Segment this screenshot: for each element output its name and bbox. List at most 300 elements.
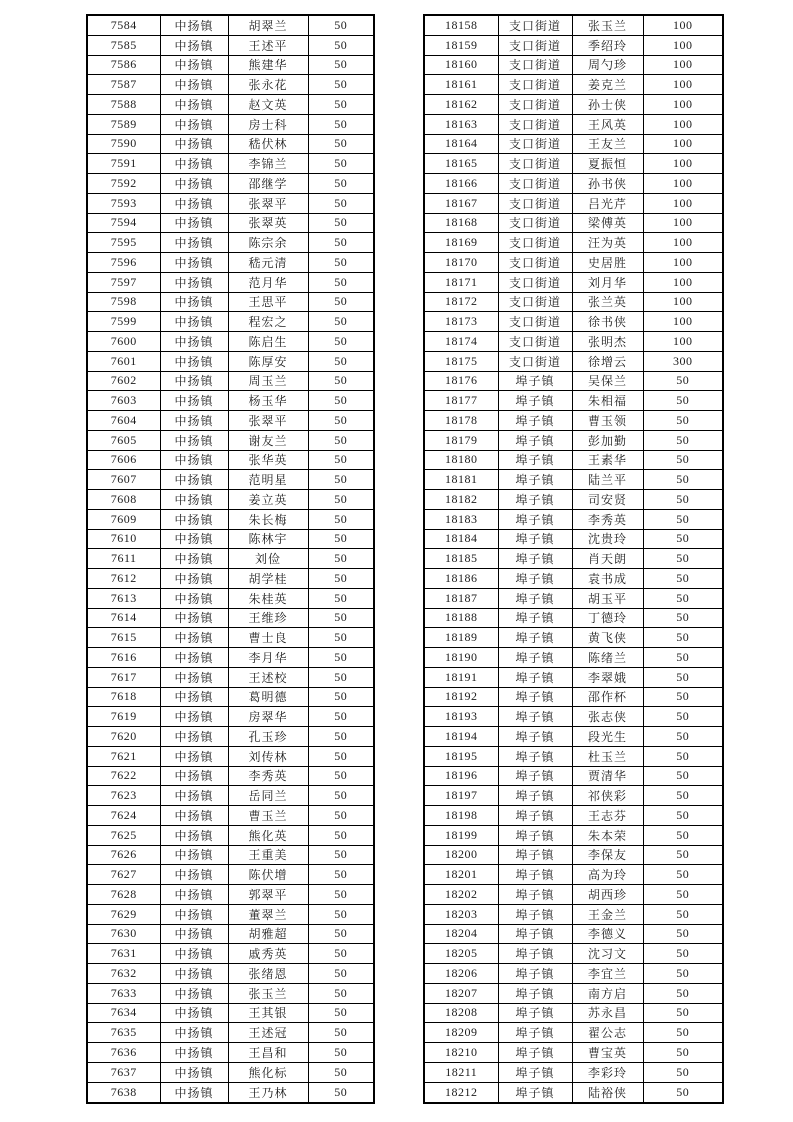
cell-district: 中扬镇 (160, 885, 228, 905)
cell-id: 7600 (87, 332, 160, 352)
table-row (87, 667, 374, 687)
cell-amount: 50 (308, 114, 374, 134)
cell-person: 高为玲 (572, 865, 643, 885)
cell-district: 中扬镇 (160, 174, 228, 194)
cell-person: 陈厚安 (228, 351, 308, 371)
table-row (87, 450, 374, 470)
cell-person: 王重美 (228, 845, 308, 865)
cell-id: 18176 (424, 371, 498, 391)
cell-person: 陈绪兰 (572, 648, 643, 668)
cell-amount: 50 (643, 865, 723, 885)
cell-district: 中扬镇 (160, 865, 228, 885)
cell-person: 吕光芹 (572, 193, 643, 213)
table-row (87, 332, 374, 352)
roster-table-left (86, 14, 375, 1104)
cell-person: 陆兰平 (572, 470, 643, 490)
cell-id: 18166 (424, 174, 498, 194)
table-row (87, 35, 374, 55)
cell-id: 7593 (87, 193, 160, 213)
table-row (424, 964, 723, 984)
table-row (87, 904, 374, 924)
table-row (424, 351, 723, 371)
cell-district: 埠子镇 (498, 983, 572, 1003)
cell-id: 18167 (424, 193, 498, 213)
cell-district: 支口街道 (498, 75, 572, 95)
cell-amount: 50 (308, 569, 374, 589)
cell-id: 7630 (87, 924, 160, 944)
cell-district: 埠子镇 (498, 885, 572, 905)
cell-person: 李秀英 (572, 509, 643, 529)
cell-district: 中扬镇 (160, 213, 228, 233)
cell-district: 支口街道 (498, 95, 572, 115)
cell-amount: 50 (643, 391, 723, 411)
cell-district: 中扬镇 (160, 312, 228, 332)
table-row (87, 608, 374, 628)
cell-amount: 50 (643, 411, 723, 431)
cell-district: 中扬镇 (160, 746, 228, 766)
cell-district: 埠子镇 (498, 667, 572, 687)
cell-person: 朱桂英 (228, 588, 308, 608)
cell-amount: 50 (308, 825, 374, 845)
cell-id: 18168 (424, 213, 498, 233)
cell-district: 埠子镇 (498, 924, 572, 944)
cell-district: 中扬镇 (160, 55, 228, 75)
cell-person: 张志侠 (572, 707, 643, 727)
cell-person: 岳同兰 (228, 786, 308, 806)
table-row (87, 1062, 374, 1082)
cell-id: 7589 (87, 114, 160, 134)
cell-amount: 100 (643, 75, 723, 95)
cell-amount: 100 (643, 292, 723, 312)
cell-amount: 50 (308, 1062, 374, 1082)
cell-id: 7637 (87, 1062, 160, 1082)
cell-id: 18205 (424, 944, 498, 964)
cell-person: 苏永昌 (572, 1003, 643, 1023)
cell-id: 18158 (424, 15, 498, 35)
cell-amount: 50 (643, 1003, 723, 1023)
cell-amount: 50 (643, 825, 723, 845)
cell-amount: 50 (308, 253, 374, 273)
table-row (424, 371, 723, 391)
cell-amount: 50 (308, 904, 374, 924)
cell-id: 7608 (87, 490, 160, 510)
cell-district: 埠子镇 (498, 845, 572, 865)
cell-amount: 300 (643, 351, 723, 371)
cell-id: 7638 (87, 1082, 160, 1103)
cell-district: 支口街道 (498, 233, 572, 253)
cell-id: 7607 (87, 470, 160, 490)
cell-person: 姜立英 (228, 490, 308, 510)
cell-person: 肖天朗 (572, 549, 643, 569)
cell-amount: 50 (308, 628, 374, 648)
cell-amount: 50 (308, 233, 374, 253)
cell-amount: 50 (308, 727, 374, 747)
cell-id: 7622 (87, 766, 160, 786)
cell-amount: 100 (643, 55, 723, 75)
cell-amount: 50 (308, 213, 374, 233)
table-row (87, 983, 374, 1003)
cell-id: 7586 (87, 55, 160, 75)
cell-id: 7590 (87, 134, 160, 154)
cell-district: 埠子镇 (498, 608, 572, 628)
table-row (87, 134, 374, 154)
cell-amount: 50 (308, 529, 374, 549)
table-row (87, 944, 374, 964)
cell-id: 7605 (87, 430, 160, 450)
cell-id: 7609 (87, 509, 160, 529)
cell-person: 熊化标 (228, 1062, 308, 1082)
cell-person: 王述冠 (228, 1023, 308, 1043)
cell-id: 18210 (424, 1043, 498, 1063)
table-row (424, 332, 723, 352)
cell-amount: 50 (643, 1082, 723, 1103)
cell-id: 18165 (424, 154, 498, 174)
cell-amount: 100 (643, 193, 723, 213)
cell-person: 王风英 (572, 114, 643, 134)
cell-person: 邵继学 (228, 174, 308, 194)
cell-person: 胡西珍 (572, 885, 643, 905)
cell-person: 熊建华 (228, 55, 308, 75)
cell-id: 7587 (87, 75, 160, 95)
table-row (87, 1082, 374, 1103)
cell-id: 18170 (424, 253, 498, 273)
cell-amount: 100 (643, 134, 723, 154)
cell-id: 7595 (87, 233, 160, 253)
cell-amount: 50 (643, 490, 723, 510)
cell-id: 7611 (87, 549, 160, 569)
cell-amount: 50 (643, 628, 723, 648)
table-row (87, 549, 374, 569)
cell-person: 范月华 (228, 272, 308, 292)
cell-id: 7621 (87, 746, 160, 766)
cell-district: 埠子镇 (498, 509, 572, 529)
table-row (424, 470, 723, 490)
cell-id: 7623 (87, 786, 160, 806)
cell-person: 王金兰 (572, 904, 643, 924)
cell-amount: 50 (308, 134, 374, 154)
cell-id: 18192 (424, 687, 498, 707)
cell-person: 张华英 (228, 450, 308, 470)
cell-id: 7624 (87, 806, 160, 826)
cell-district: 中扬镇 (160, 529, 228, 549)
cell-district: 中扬镇 (160, 766, 228, 786)
cell-person: 熊化英 (228, 825, 308, 845)
cell-id: 18180 (424, 450, 498, 470)
cell-district: 支口街道 (498, 292, 572, 312)
cell-id: 18162 (424, 95, 498, 115)
cell-id: 18161 (424, 75, 498, 95)
table-row (424, 134, 723, 154)
cell-id: 18203 (424, 904, 498, 924)
cell-amount: 50 (308, 391, 374, 411)
cell-person: 李宜兰 (572, 964, 643, 984)
table-row (424, 569, 723, 589)
cell-district: 埠子镇 (498, 411, 572, 431)
cell-id: 18188 (424, 608, 498, 628)
cell-district: 中扬镇 (160, 1003, 228, 1023)
cell-id: 7616 (87, 648, 160, 668)
cell-district: 埠子镇 (498, 944, 572, 964)
cell-district: 中扬镇 (160, 134, 228, 154)
table-row (424, 983, 723, 1003)
cell-district: 支口街道 (498, 272, 572, 292)
table-row (87, 569, 374, 589)
cell-district: 埠子镇 (498, 1062, 572, 1082)
table-row (424, 75, 723, 95)
cell-district: 埠子镇 (498, 1003, 572, 1023)
cell-person: 袁书成 (572, 569, 643, 589)
table-row (424, 746, 723, 766)
cell-person: 王其银 (228, 1003, 308, 1023)
cell-person: 范明星 (228, 470, 308, 490)
cell-id: 18178 (424, 411, 498, 431)
roster-table-right (423, 14, 724, 1104)
cell-person: 张翠英 (228, 213, 308, 233)
cell-id: 18207 (424, 983, 498, 1003)
table-row (87, 55, 374, 75)
table-row (424, 312, 723, 332)
cell-district: 埠子镇 (498, 549, 572, 569)
cell-id: 18182 (424, 490, 498, 510)
cell-person: 夏振恒 (572, 154, 643, 174)
cell-person: 刘传林 (228, 746, 308, 766)
cell-id: 18174 (424, 332, 498, 352)
table-row (424, 391, 723, 411)
cell-person: 司安贤 (572, 490, 643, 510)
table-row (87, 312, 374, 332)
cell-person: 陈宗余 (228, 233, 308, 253)
cell-id: 7584 (87, 15, 160, 35)
cell-id: 18187 (424, 588, 498, 608)
cell-district: 中扬镇 (160, 1043, 228, 1063)
cell-district: 埠子镇 (498, 529, 572, 549)
table-row (424, 292, 723, 312)
cell-id: 7618 (87, 687, 160, 707)
cell-amount: 50 (308, 1043, 374, 1063)
table-row (424, 766, 723, 786)
cell-person: 季绍玲 (572, 35, 643, 55)
cell-person: 曹宝英 (572, 1043, 643, 1063)
cell-amount: 50 (643, 944, 723, 964)
cell-id: 18194 (424, 727, 498, 747)
table-row (424, 687, 723, 707)
cell-amount: 100 (643, 332, 723, 352)
cell-district: 支口街道 (498, 174, 572, 194)
cell-id: 18198 (424, 806, 498, 826)
cell-amount: 50 (308, 95, 374, 115)
cell-person: 李月华 (228, 648, 308, 668)
cell-person: 葛明德 (228, 687, 308, 707)
cell-amount: 50 (643, 470, 723, 490)
cell-person: 胡雅超 (228, 924, 308, 944)
cell-district: 支口街道 (498, 253, 572, 273)
table-row (87, 529, 374, 549)
cell-amount: 50 (643, 786, 723, 806)
cell-district: 中扬镇 (160, 509, 228, 529)
cell-amount: 50 (643, 648, 723, 668)
cell-district: 埠子镇 (498, 1023, 572, 1043)
cell-person: 孔玉珍 (228, 727, 308, 747)
cell-amount: 100 (643, 95, 723, 115)
cell-district: 中扬镇 (160, 845, 228, 865)
table-row (424, 95, 723, 115)
cell-id: 18209 (424, 1023, 498, 1043)
cell-id: 7617 (87, 667, 160, 687)
cell-amount: 50 (308, 845, 374, 865)
cell-id: 18212 (424, 1082, 498, 1103)
cell-person: 王乃林 (228, 1082, 308, 1103)
table-row (424, 509, 723, 529)
cell-amount: 50 (308, 806, 374, 826)
cell-person: 南方启 (572, 983, 643, 1003)
cell-district: 埠子镇 (498, 391, 572, 411)
cell-id: 7615 (87, 628, 160, 648)
cell-district: 中扬镇 (160, 193, 228, 213)
cell-district: 中扬镇 (160, 1082, 228, 1103)
cell-amount: 50 (308, 470, 374, 490)
cell-person: 胡翠兰 (228, 15, 308, 35)
cell-district: 中扬镇 (160, 332, 228, 352)
cell-amount: 50 (643, 450, 723, 470)
table-row (87, 272, 374, 292)
cell-district: 埠子镇 (498, 371, 572, 391)
cell-person: 朱长梅 (228, 509, 308, 529)
cell-person: 段光生 (572, 727, 643, 747)
cell-amount: 50 (643, 1043, 723, 1063)
cell-amount: 50 (308, 450, 374, 470)
cell-amount: 50 (308, 15, 374, 35)
cell-person: 张兰英 (572, 292, 643, 312)
cell-id: 7601 (87, 351, 160, 371)
cell-district: 支口街道 (498, 193, 572, 213)
cell-person: 曹玉领 (572, 411, 643, 431)
cell-person: 李保友 (572, 845, 643, 865)
table-row (87, 628, 374, 648)
cell-amount: 50 (643, 1062, 723, 1082)
cell-id: 18193 (424, 707, 498, 727)
cell-id: 18175 (424, 351, 498, 371)
cell-id: 18177 (424, 391, 498, 411)
cell-person: 彭加勤 (572, 430, 643, 450)
cell-person: 翟公志 (572, 1023, 643, 1043)
cell-amount: 50 (308, 509, 374, 529)
cell-district: 支口街道 (498, 351, 572, 371)
table-row (87, 351, 374, 371)
cell-amount: 50 (643, 964, 723, 984)
cell-amount: 50 (643, 983, 723, 1003)
cell-amount: 50 (308, 55, 374, 75)
cell-amount: 100 (643, 154, 723, 174)
table-row (424, 154, 723, 174)
table-row (87, 727, 374, 747)
cell-person: 孙书侠 (572, 174, 643, 194)
cell-person: 戚秀英 (228, 944, 308, 964)
cell-district: 埠子镇 (498, 628, 572, 648)
cell-district: 中扬镇 (160, 75, 228, 95)
cell-district: 中扬镇 (160, 786, 228, 806)
cell-person: 丁德玲 (572, 608, 643, 628)
table-row (424, 35, 723, 55)
cell-person: 董翠兰 (228, 904, 308, 924)
cell-amount: 50 (308, 1003, 374, 1023)
cell-district: 支口街道 (498, 154, 572, 174)
cell-district: 支口街道 (498, 312, 572, 332)
table-row (424, 667, 723, 687)
cell-amount: 50 (643, 924, 723, 944)
table-row (424, 114, 723, 134)
cell-person: 王昌和 (228, 1043, 308, 1063)
cell-amount: 50 (308, 983, 374, 1003)
cell-id: 18181 (424, 470, 498, 490)
cell-amount: 100 (643, 174, 723, 194)
cell-amount: 50 (308, 707, 374, 727)
cell-district: 埠子镇 (498, 450, 572, 470)
cell-district: 支口街道 (498, 213, 572, 233)
cell-person: 王述平 (228, 35, 308, 55)
cell-amount: 50 (308, 272, 374, 292)
table-row (87, 865, 374, 885)
cell-id: 7591 (87, 154, 160, 174)
table-row (424, 529, 723, 549)
cell-amount: 50 (308, 944, 374, 964)
cell-district: 中扬镇 (160, 549, 228, 569)
cell-id: 18204 (424, 924, 498, 944)
cell-id: 7620 (87, 727, 160, 747)
table-row (87, 154, 374, 174)
cell-district: 中扬镇 (160, 667, 228, 687)
cell-person: 赵文英 (228, 95, 308, 115)
table-row (87, 1003, 374, 1023)
cell-district: 中扬镇 (160, 806, 228, 826)
table-row (87, 825, 374, 845)
cell-amount: 50 (643, 707, 723, 727)
table-row (87, 114, 374, 134)
cell-id: 7599 (87, 312, 160, 332)
cell-id: 7598 (87, 292, 160, 312)
cell-id: 18186 (424, 569, 498, 589)
cell-district: 中扬镇 (160, 95, 228, 115)
cell-amount: 100 (643, 15, 723, 35)
table-row (87, 15, 374, 35)
cell-district: 埠子镇 (498, 569, 572, 589)
cell-district: 埠子镇 (498, 865, 572, 885)
cell-person: 郭翠平 (228, 885, 308, 905)
cell-person: 梁傅英 (572, 213, 643, 233)
cell-district: 埠子镇 (498, 786, 572, 806)
cell-amount: 50 (308, 292, 374, 312)
table-row (424, 213, 723, 233)
cell-amount: 50 (308, 1023, 374, 1043)
cell-district: 埠子镇 (498, 1043, 572, 1063)
cell-district: 中扬镇 (160, 964, 228, 984)
table-row (424, 549, 723, 569)
table-row (87, 95, 374, 115)
table-row (424, 174, 723, 194)
cell-amount: 50 (643, 549, 723, 569)
cell-amount: 50 (308, 786, 374, 806)
cell-amount: 50 (643, 509, 723, 529)
cell-person: 刘月华 (572, 272, 643, 292)
cell-district: 埠子镇 (498, 687, 572, 707)
cell-person: 李锦兰 (228, 154, 308, 174)
cell-person: 张玉兰 (572, 15, 643, 35)
table-row (87, 786, 374, 806)
cell-person: 房翠华 (228, 707, 308, 727)
cell-amount: 50 (308, 490, 374, 510)
cell-person: 周勺珍 (572, 55, 643, 75)
cell-amount: 50 (643, 806, 723, 826)
cell-amount: 50 (643, 845, 723, 865)
